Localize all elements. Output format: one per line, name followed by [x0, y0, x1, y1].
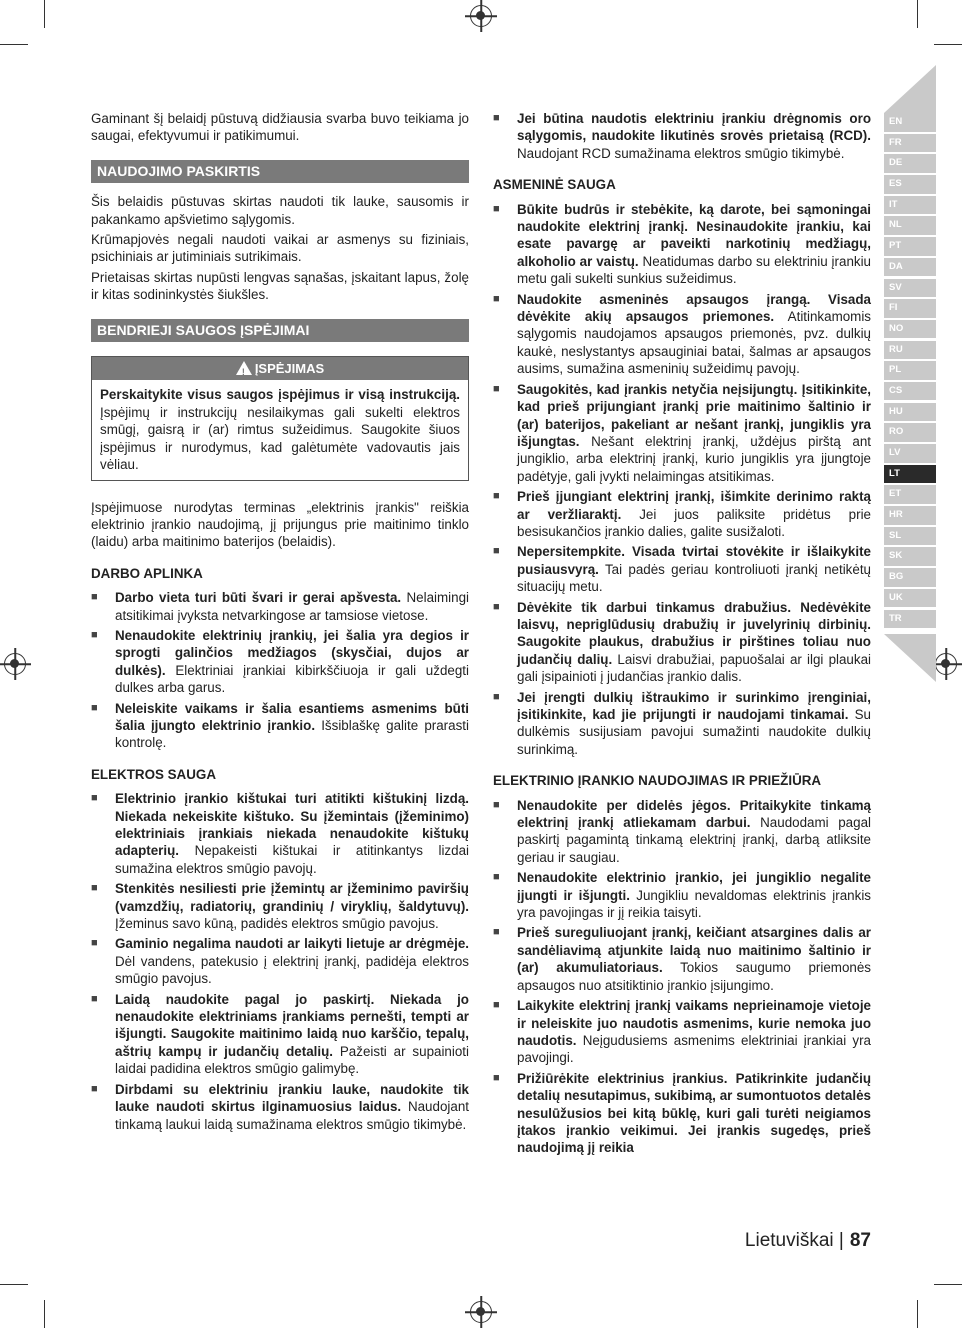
- warning-box: [91, 356, 469, 480]
- list-item-text: Neatidumas darbo su elektriniu įrankiu metu gali sukelti sunkius sužeidimus.: [517, 253, 872, 287]
- language-tab-de: DE: [884, 154, 936, 173]
- list-item-text: Laisvi drabužiai, papuošalai ar ilgi plaukai gali įsipainioti į judančias įrankio dalis.: [517, 651, 872, 685]
- language-tab-et: ET: [884, 485, 936, 504]
- list-item-text: Atitinkamomis sąlygomis naudojamos apsaugos priemonės, pvz. dulkių kaukė, neslystantys apsauginiai batai, šalmas ar apsaugos ausims, sumažina asmeninių sužeidimų pavojų.: [517, 309, 872, 377]
- language-tab-bg: BG: [884, 568, 936, 587]
- electrical-safety-list: [91, 790, 469, 1133]
- list-item-text: Naudojant tinkamą laukui laidą sumažinama elektros smūgio tikimybė.: [115, 1099, 469, 1132]
- warning-title: ĮSPĖJIMAS: [254, 361, 325, 377]
- list-item-bold: Nenaudokite per didelės jėgos. Pritaikykite tinkamą elektrinį įrankį atliekamam darbui.: [517, 797, 871, 831]
- list-item-bold: Darbo vieta turi būti švari ir gerai apšvesta.: [115, 590, 402, 606]
- paragraph: Šis belaidis pūstuvas skirtas naudoti tik lauke, sausomis ir pakankamo apšvietimo sąlygomis.: [91, 194, 469, 227]
- language-tab-sv: SV: [884, 279, 936, 298]
- list-item: [493, 997, 871, 1067]
- paragraph: Prietaisas skirtas nupūsti lengvas sąnašas, įskaitant lapus, žolę ir kitas sodininkystės šiukšles.: [91, 269, 469, 303]
- subheading-tool-use-care: ELEKTRINIO ĮRANKIO NAUDOJIMAS IR PRIEŽIŪRA: [493, 773, 822, 789]
- list-item-text: Naudojant RCD sumažinama elektros smūgio tikimybė.: [517, 145, 845, 161]
- language-tab-hr: HR: [884, 506, 936, 525]
- list-item-bold: Prižiūrėkite elektrinius įrankius. Patikrinkite judančių detalių nesutapimus, sukibimą, ar sumontuotos detalės nesulūžusios bei kitą būklę, kuri gali turėti neigiamos įtakos įrankio veikimui. Jei įrankis sugedęs, prieš naudojimą jį reikia: [517, 1070, 871, 1156]
- list-item: [493, 689, 871, 759]
- language-tab-sk: SK: [884, 547, 936, 566]
- list-item: [493, 1070, 871, 1157]
- crop-mark: [917, 1300, 918, 1328]
- list-item-text: Nešant elektrinį įrankį, uždėjus pirštą ant jungiklio, arba elektrinį įrankį, kurio jungiklis yra įjungtoje padėtyje, gali įvykti nelaimingas atsitikimas.: [517, 433, 871, 484]
- subheading-personal-safety: ASMENINĖ SAUGA: [493, 177, 616, 193]
- subheading-work-area: DARBO APLINKA: [91, 565, 203, 581]
- list-item: [493, 110, 871, 162]
- list-item: [493, 543, 871, 595]
- warning-body: [92, 380, 468, 479]
- intro-paragraph: Gaminant šį belaidį pūstuvą didžiausia svarba buvo teikiama jo saugai, efektyvumui ir patikimumui.: [91, 111, 469, 144]
- list-item-text: Įžeminus savo kūną, padidės elektros smūgio pavojus.: [115, 916, 439, 932]
- list-item-bold: Prieš įjungiant elektrinį įrankį, išimkite derinimo raktą ar veržliaraktį.: [517, 489, 871, 522]
- list-item: [493, 381, 871, 485]
- crop-mark: [44, 0, 45, 28]
- list-item: [91, 935, 469, 987]
- language-tab-fr: FR: [884, 134, 936, 153]
- registration-mark-icon: [470, 1301, 492, 1323]
- list-item-bold: Stenkitės nesiliesti prie įžemintų ar įžeminimo paviršių (vamzdžių, radiatorių, grandinių / viryklių, šaldytuvų).: [115, 881, 469, 914]
- page-footer: [700, 1230, 871, 1252]
- language-tab-pl: PL: [884, 361, 936, 380]
- crop-mark: [917, 0, 918, 28]
- left-column: [91, 110, 469, 1136]
- list-item: [493, 488, 871, 540]
- list-item-bold: Jei įrengti dulkių ištraukimo ir surinkimo įrenginiai, įsitikinkite, kad jie prijungti ir naudojami tinkamai.: [517, 689, 871, 722]
- crop-mark: [934, 44, 962, 45]
- list-item-text: Elektriniai įrankiai kibirkščiuoja ir gali uždegti dulkes arba garus.: [115, 662, 469, 696]
- paragraph: Krūmapjovės negali naudoti vaikai ar asmenys su fiziniais, psichiniais ar jutiminiais sutrikimais.: [91, 232, 469, 265]
- list-item-bold: Prieš sureguliuojant įrankį, keičiant atsargines dalis ar sandėliavimą atjunkite laidą nuo maitinimo šaltinio ir (ar) akumuliatoriaus.: [517, 925, 871, 976]
- crop-mark: [0, 44, 28, 45]
- list-item-bold: Būkite budrūs ir stebėkite, ką darote, bei sąmoningai naudokite elektrinį įrankį. Nesinaudokite įrankiu, kai esate pavargę ar paveikti narkotinių medžiagų, alkoholio ar vaistų.: [517, 201, 871, 269]
- list-item-bold: Jei būtina naudotis elektriniu įrankiu drėgnomis oro sąlygomis, naudokite likutinės srovės prietaisą (RCD).: [517, 111, 871, 144]
- list-item: [493, 797, 871, 867]
- list-item: [91, 880, 469, 932]
- list-item-bold: Laidą naudokite pagal jo paskirtį. Niekada jo nenaudokite elektriniams įrankiams pernešti, tempti ar išjungti. Saugokite maitinimo laidą nuo karščio, tepalų, aštrių kampų ir judančių detalių.: [115, 991, 469, 1059]
- list-item-bold: Gaminio negalima naudoti ar laikyti lietuje ar drėgmėje.: [115, 936, 469, 952]
- list-item-text: Išsiblaškę galite prarasti kontrolę.: [115, 717, 469, 751]
- list-item-bold: Dėvėkite tik darbui tinkamus drabužius. Nedėvėkite laisvų, nepriglūdusių drabužių ir juvelyrinių dirbinių. Saugokite plaukus, drabužius ir pirštines toliau nuo judančių dalių.: [517, 599, 871, 667]
- list-item-text: Jei juos paliksite pridėtus prie besisukančios įrankio dalies, galite susižaloti.: [517, 506, 871, 539]
- list-item-text: Tai padės geriau kontroliuoti įrankį netikėtų situacijų metu.: [517, 561, 871, 595]
- language-tab-pt: PT: [884, 237, 936, 256]
- list-item: [493, 291, 871, 378]
- list-item: [493, 869, 871, 921]
- registration-mark-icon: [4, 653, 26, 675]
- list-item-bold: Elektrinio įrankio kištukai turi atitikti kištukinį lizdą. Niekada nekeiskite kištuko. Su įžemintais (įžeminimo) elektriniais įrankiais niekada nenaudokite kištukų adapterių.: [115, 791, 469, 859]
- list-item-text: Dėl vandens, patekusio į elektrinį įrankį, padidėja elektros smūgio pavojus.: [115, 953, 469, 987]
- language-tab-uk: UK: [884, 589, 936, 608]
- personal-safety-list: [493, 201, 871, 759]
- warning-header: [92, 357, 468, 380]
- list-item: [91, 991, 469, 1078]
- warning-triangle-icon: !: [236, 361, 252, 375]
- language-tab-cs: CS: [884, 382, 936, 401]
- list-item: [493, 201, 871, 288]
- list-item-bold: Naudokite asmeninės apsaugos įrangą. Visada dėvėkite akių apsaugos priemones.: [517, 291, 871, 325]
- section-header-intended-use: NAUDOJIMO PASKIRTIS: [91, 160, 469, 183]
- list-item: [493, 924, 871, 994]
- page-number: 87: [849, 1230, 871, 1251]
- list-item: [493, 599, 871, 686]
- list-item: [91, 589, 469, 624]
- list-item-text: Pažeisti ar supainioti laidai padidina elektros smūgio galimybę.: [115, 1043, 469, 1077]
- list-item-bold: Saugokitės, kad įrankis netyčia neįsijungtų. Įsitikinkite, kad prieš prijungiant įrankį prie maitinimo šaltinio ir (ar) baterijos, pakeliant ar nešant įrankį, jungiklis yra išjungtas.: [517, 381, 871, 449]
- language-tab-da: DA: [884, 258, 936, 277]
- language-tab-fi: FI: [884, 299, 936, 318]
- list-item-text: Tokios saugumo priemonės apsaugos nuo atsitiktinio įrankio įsijungimo.: [517, 960, 871, 993]
- warning-text: Įspėjimų ir instrukcijų nesilaikymas gali sukelti elektros smūgį, gaisrą ir (ar) rimtus sužeidimus. Saugokite šiuos įspėjimus ir nurodymus, kad galėtumėte vadovautis jais vėliau.: [100, 404, 460, 473]
- list-item: [91, 700, 469, 752]
- electrical-safety-list-cont: [493, 110, 871, 162]
- subheading-electrical-safety: ELEKTROS SAUGA: [91, 766, 216, 782]
- language-tab-lv: LV: [884, 444, 936, 463]
- language-tab-bottom: [884, 634, 936, 682]
- list-item-bold: Laikykite elektrinį įrankį vaikams neprieinamoje vietoje ir neleiskite juo naudotis asmenims, kurie nemoka juo naudotis.: [517, 998, 871, 1048]
- crop-mark: [934, 1284, 962, 1285]
- work-area-list: [91, 589, 469, 752]
- footer-language: Lietuviškai |: [744, 1230, 844, 1251]
- language-tabs: [884, 113, 936, 630]
- list-item-text: Neįgudusiems asmenims elektriniai įrankiai yra pavojingi.: [517, 1032, 871, 1066]
- language-tab-hu: HU: [884, 403, 936, 422]
- paragraph: Įspėjimuose nurodytas terminas „elektrinis įrankis" reiškia elektrinio įrankio naudojimą, jį prijungus prie maitinimo tinklo (laidu) arba maitinimo baterijos (belaidis).: [91, 499, 469, 550]
- registration-mark-icon: [935, 653, 957, 675]
- list-item: [91, 790, 469, 877]
- registration-mark-icon: [470, 5, 492, 27]
- list-item-text: Naudodami pagal paskirtį pagamintą tinkamą elektrinį įrankį, darbą atliksite geriau ir saugiau.: [517, 815, 871, 865]
- list-item-bold: Dirbdami su elektriniu įrankiu lauke, naudokite tik lauke naudoti skirtus ilginamuosius laidus.: [115, 1081, 469, 1115]
- crop-mark: [44, 1300, 45, 1328]
- list-item-text: Nelaimingi atsitikimai įvyksta netvarkingose ar tamsiose vietose.: [115, 590, 470, 623]
- list-item: [91, 627, 469, 697]
- language-tab-sl: SL: [884, 527, 936, 546]
- crop-mark: [0, 1284, 28, 1285]
- right-column: [493, 110, 871, 1160]
- list-item-bold: Nepersitempkite. Visada tvirtai stovėkite ir išlaikykite pusiausvyrą.: [517, 544, 871, 577]
- language-tab-ru: RU: [884, 341, 936, 360]
- language-tab-top: [884, 65, 936, 113]
- section-header-general-safety: BENDRIEJI SAUGOS ĮSPĖJIMAI: [91, 319, 469, 342]
- list-item-text: Su dulkėmis susijusiam pavojui sumažinti naudokite dulkių surinkimą.: [517, 707, 871, 757]
- language-tab-es: ES: [884, 175, 936, 194]
- list-item-bold: Nenaudokite elektrinių įrankių, jei šalia yra degios ir sprogti galinčios medžiagos (skysčiai, dujos ar dulkės).: [115, 627, 469, 678]
- list-item: [91, 1081, 469, 1133]
- warning-bold-text: Perskaitykite visus saugos įspėjimus ir visą instrukciją.: [100, 387, 460, 403]
- list-item-bold: Nenaudokite elektrinio įrankio, jei jungiklio negalite įjungti ir išjungti.: [517, 870, 871, 903]
- list-item-bold: Neleiskite vaikams ir šalia esantiems asmenims būti šalia įjungto elektrinio įrankio.: [115, 700, 469, 733]
- language-tab-no: NO: [884, 320, 936, 339]
- list-item-text: Nepakeisti kištukai ir atitinkantys lizdai sumažina elektros smūgio pavojų.: [115, 843, 469, 876]
- language-tab-en: EN: [884, 113, 936, 132]
- language-tab-tr: TR: [884, 610, 936, 629]
- language-tab-nl: NL: [884, 216, 936, 235]
- list-item-text: Jungikliu nevaldomas elektrinis įrankis yra pavojingas ir jį reikia taisyti.: [517, 887, 871, 921]
- language-tab-ro: RO: [884, 423, 936, 442]
- language-tab-lt: LT: [884, 465, 936, 484]
- language-tab-it: IT: [884, 196, 936, 215]
- tool-use-list: [493, 797, 871, 1157]
